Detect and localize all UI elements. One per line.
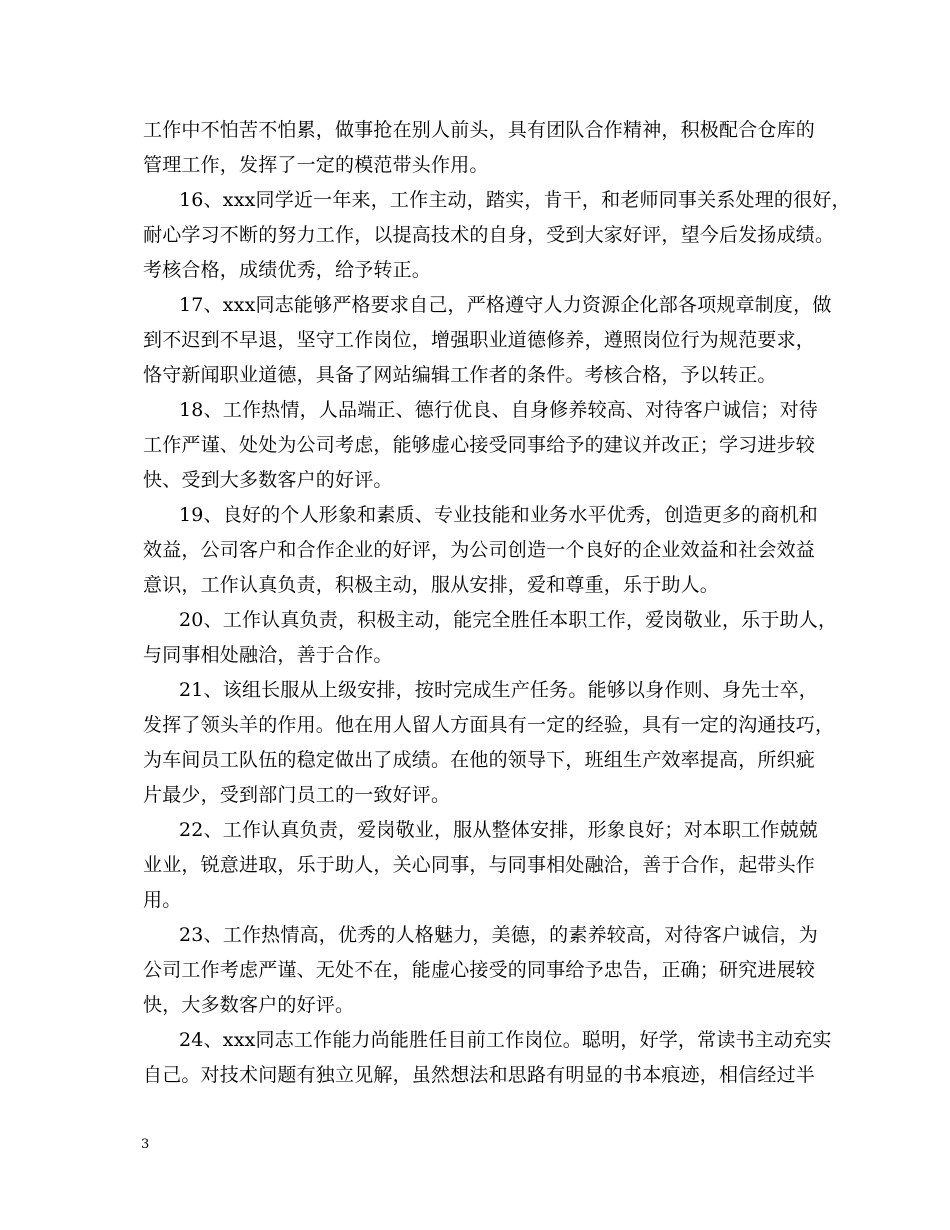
text-line: 快，大多数客户的好评。	[143, 994, 355, 1016]
text-line: 20、工作认真负责，积极主动，能完全胜任本职工作，爱岗敬业，乐于助人，	[179, 609, 838, 631]
text-line: 公司工作考虑严谨、无处不在，能虚心接受的同事给予忠告，正确；研究进展较	[143, 959, 816, 981]
text-line: 恪守新闻职业道德，具备了网站编辑工作者的条件。考核合格，予以转正。	[143, 364, 777, 386]
text-line: 17、xxx同志能够严格要求自己，严格遵守人力资源企化部各项规章制度，做	[179, 294, 832, 316]
text-line: 23、工作热情高，优秀的人格魅力，美德，的素养较高，对待客户诚信，为	[179, 924, 818, 946]
text-line: 管理工作，发挥了一定的模范带头作用。	[143, 154, 489, 176]
text-line: 意识，工作认真负责，积极主动，服从安排，爱和尊重，乐于助人。	[143, 574, 720, 596]
text-line: 与同事相处融洽，善于合作。	[143, 644, 393, 666]
text-line: 22、工作认真负责，爱岗敬业，服从整体安排，形象良好；对本职工作兢兢	[179, 819, 818, 841]
text-line: 为车间员工队伍的稳定做出了成绩。在他的领导下，班组生产效率提高，所织疵	[143, 749, 816, 771]
text-line: 快、受到大多数客户的好评。	[143, 469, 393, 491]
page-number: 3	[141, 1137, 150, 1152]
text-line: 19、良好的个人形象和素质、专业技能和业务水平优秀，创造更多的商机和	[179, 504, 818, 526]
text-line: 24、xxx同志工作能力尚能胜任目前工作岗位。聪明，好学，常读书主动充实	[179, 1029, 832, 1051]
text-line: 耐心学习不断的努力工作，以提高技术的自身，受到大家好评，望今后发扬成绩。	[143, 224, 835, 246]
text-line: 用。	[143, 889, 182, 911]
text-line: 效益，公司客户和合作企业的好评，为公司创造一个良好的企业效益和社会效益	[143, 539, 816, 561]
text-line: 18、工作热情，人品端正、德行优良、自身修养较高、对待客户诚信；对待	[179, 399, 818, 421]
text-line: 21、该组长服从上级安排，按时完成生产任务。能够以身作则、身先士卒，	[179, 679, 818, 701]
text-line: 工作中不怕苦不怕累，做事抢在别人前头，具有团队合作精神，积极配合仓库的	[143, 119, 816, 141]
text-line: 工作严谨、处处为公司考虑，能够虚心接受同事给予的建议并改正；学习进步较	[143, 434, 816, 456]
text-line: 片最少，受到部门员工的一致好评。	[143, 784, 451, 806]
text-line: 16、xxx同学近一年来，工作主动，踏实，肯干，和老师同事关系处理的很好，	[179, 189, 851, 211]
text-line: 业业，锐意进取，乐于助人，关心同事，与同事相处融洽，善于合作，起带头作	[143, 854, 816, 876]
text-line: 自己。对技术问题有独立见解，虽然想法和思路有明显的书本痕迹，相信经过半	[143, 1064, 816, 1086]
text-line: 发挥了领头羊的作用。他在用人留人方面具有一定的经验，具有一定的沟通技巧，	[143, 714, 835, 736]
text-line: 到不迟到不早退，坚守工作岗位，增强职业道德修养，遵照岗位行为规范要求，	[143, 329, 816, 351]
text-line: 考核合格，成绩优秀，给予转正。	[143, 259, 432, 281]
